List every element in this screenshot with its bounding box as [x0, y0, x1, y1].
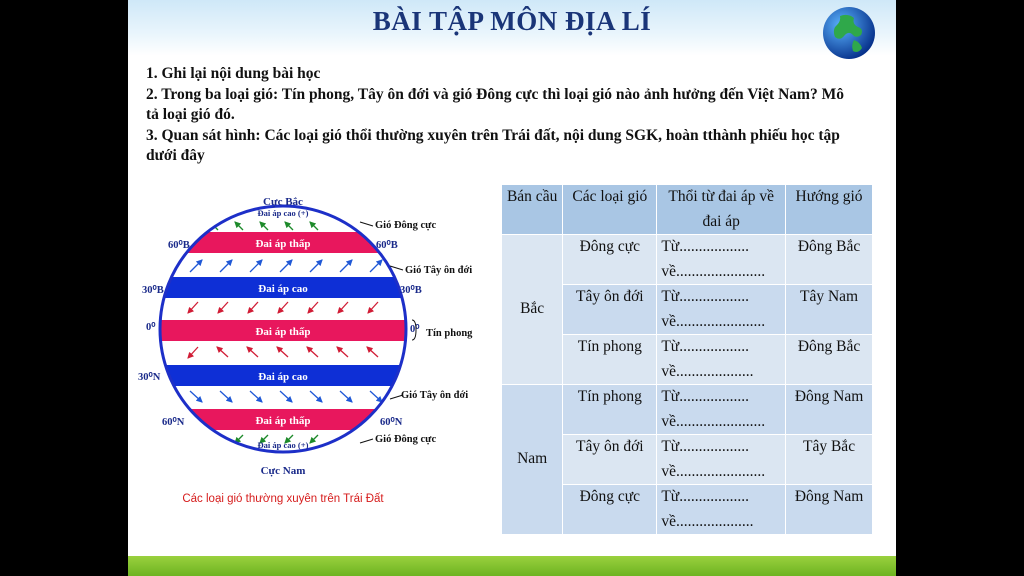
page-title: BÀI TẬP MÔN ĐỊA LÍ	[372, 6, 652, 36]
latitude-label: 60⁰N	[380, 417, 403, 428]
blank-cell[interactable]: Từ.................. về.......................	[657, 285, 786, 335]
direction-cell: Đông Bắc	[786, 235, 873, 285]
wind-type-cell: Đông cực	[563, 485, 657, 535]
high-pressure-bottom-label: Đai áp cao (+)	[257, 440, 309, 450]
belt-label: Đai áp thấp	[255, 415, 311, 427]
column-header: Các loại gió	[563, 185, 657, 235]
wind-label: Gió Tây ôn đới	[401, 390, 469, 401]
wind-label: Gió Đông cực	[375, 220, 437, 231]
wind-label: Tín phong	[426, 328, 473, 339]
wind-belts-diagram	[128, 180, 508, 510]
latitude-label: 30⁰B	[142, 285, 164, 296]
direction-cell: Đông Nam	[786, 385, 873, 435]
footer-band	[128, 556, 896, 576]
column-header: Bán cầu	[502, 185, 563, 235]
globe-icon	[822, 6, 876, 60]
latitude-label: 60⁰N	[162, 417, 185, 428]
blank-cell[interactable]: Từ.................. về.......................	[657, 235, 786, 285]
question-2: 2. Trong ba loại gió: Tín phong, Tây ôn đới và gió Đông cực thì loại gió nào ảnh hưởng đến Việt Nam? Mô tả loại gió đó.	[146, 85, 844, 123]
belt-label: Đai áp cao	[258, 283, 308, 295]
belt-label: Đai áp thấp	[255, 238, 311, 250]
wind-type-cell: Tây ôn đới	[563, 435, 657, 485]
column-header: Hướng gió	[786, 185, 873, 235]
pole-north-label: Cực Bắc	[263, 196, 303, 208]
latitude-label: 60⁰B	[376, 240, 398, 251]
blank-cell[interactable]: Từ.................. về.......................	[657, 385, 786, 435]
question-list	[146, 64, 856, 167]
direction-cell: Tây Bắc	[786, 435, 873, 485]
latitude-label: 0⁰	[410, 324, 420, 335]
question-1: 1. Ghi lại nội dung bài học	[146, 65, 321, 82]
belt-label: Đai áp cao	[258, 371, 308, 383]
hemisphere-cell: Nam	[502, 385, 563, 535]
table-header-row	[502, 185, 873, 235]
blank-cell[interactable]: Từ.................. về....................	[657, 485, 786, 535]
wind-type-cell: Đông cực	[563, 235, 657, 285]
slide	[128, 0, 896, 576]
hemisphere-cell: Bắc	[502, 235, 563, 385]
belt-label: Đai áp thấp	[255, 326, 311, 338]
wind-type-cell: Tín phong	[563, 385, 657, 435]
latitude-label: 30⁰B	[400, 285, 422, 296]
direction-cell: Đông Bắc	[786, 335, 873, 385]
wind-type-cell: Tín phong	[563, 335, 657, 385]
blank-cell[interactable]: Từ.................. về....................	[657, 335, 786, 385]
latitude-label: 30⁰N	[138, 372, 161, 383]
question-3: 3. Quan sát hình: Các loại gió thổi thường xuyên trên Trái đất, nội dung SGK, hoàn tthành phiếu học tập dưới đây	[146, 126, 840, 164]
diagram-caption: Các loại gió thường xuyên trên Trái Đất	[182, 493, 384, 505]
high-pressure-top-label: Đai áp cao (+)	[257, 208, 309, 218]
table-row	[502, 385, 873, 435]
blank-cell[interactable]: Từ.................. về.......................	[657, 435, 786, 485]
direction-cell: Tây Nam	[786, 285, 873, 335]
latitude-label: 60⁰B	[168, 240, 190, 251]
direction-cell: Đông Nam	[786, 485, 873, 535]
pole-south-label: Cực Nam	[260, 465, 306, 477]
latitude-label: 0⁰	[146, 322, 156, 333]
header-band	[128, 0, 896, 56]
worksheet-table	[502, 185, 873, 535]
table-row	[502, 235, 873, 285]
wind-label: Gió Đông cực	[375, 434, 437, 445]
wind-type-cell: Tây ôn đới	[563, 285, 657, 335]
column-header: Thổi từ đai áp về đai áp	[657, 185, 786, 235]
wind-label: Gió Tây ôn đới	[405, 265, 473, 276]
